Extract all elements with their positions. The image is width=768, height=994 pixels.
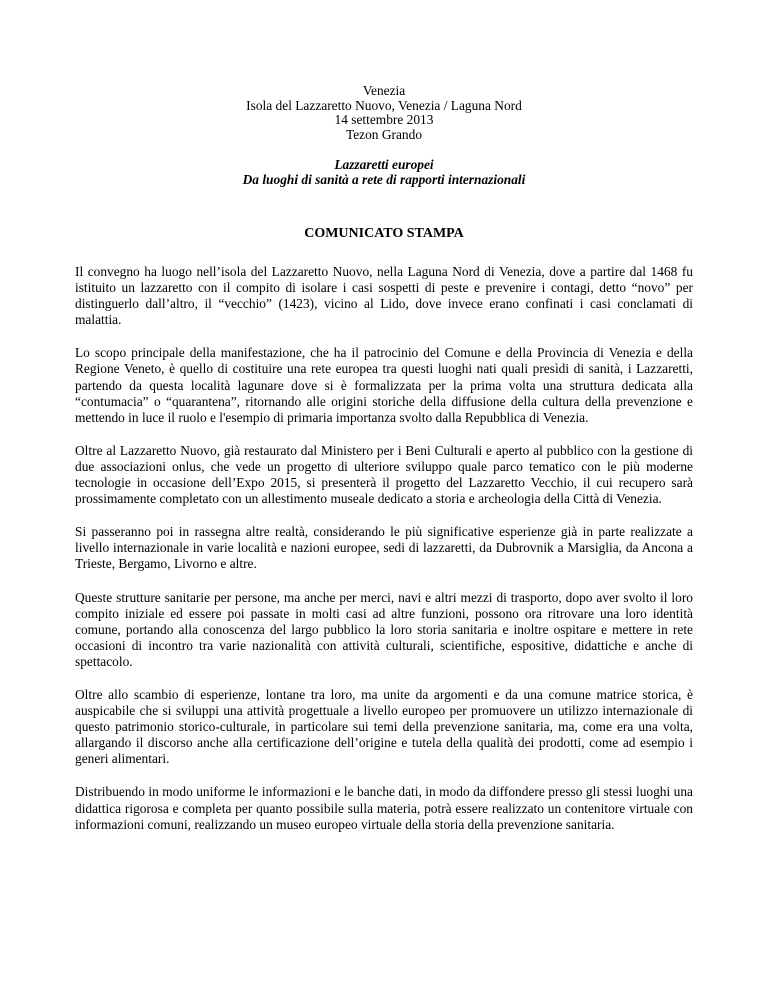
paragraph-4: Si passeranno poi in rassegna altre realtà, considerando le più significative esperienze già in parte realizzate a livello internazionale in varie località e nazioni europee, sedi di lazzaretti, da Dubrovnik a Marsiglia, da Ancona a Trieste, Bergamo, Livorno e altre. — [75, 524, 693, 572]
paragraph-7: Distribuendo in modo uniforme le informazioni e le banche dati, in modo da diffondere presso gli stessi luoghi una didattica rigorosa e completa per quanto possibile sulla materia, potrà essere realizzato un contenitore virtuale con informazioni comuni, realizzando un museo europeo virtuale della storia della prevenzione sanitaria. — [75, 784, 693, 832]
event-subtitle — [0, 158, 768, 187]
paragraph-2: Lo scopo principale della manifestazione, che ha il patrocinio del Comune e della Provincia di Venezia e della Regione Veneto, è quello di costituire una rete europea tra questi luoghi nati quali presìdi di sanità, i Lazzaretti, partendo da questa località lagunare dove si è formalizzata per la prima volta una struttura dedicata alla “contumacia” o “quarantena”, ritornando alle origini storiche della diffusione della cultura della prevenzione e mettendo in luce il ruolo e l'esempio di primaria importanza svolto dalla Repubblica di Venezia. — [75, 345, 693, 425]
event-venue: Tezon Grando — [345, 126, 423, 142]
paragraph-5: Queste strutture sanitarie per persone, ma anche per merci, navi e altri mezzi di trasporto, dopo aver svolto il loro compito iniziale ed essere poi passate in molti casi ad altre funzioni, possono ora ritrovare una loro identità comune, portando alla conoscenza del largo pubblico la loro storia sanitaria e inoltre ospitare e mettere in rete occasioni di incontro tra varie nazionalità con attività culturali, scientifiche, espositive, didattiche e anche di spettacolo. — [75, 589, 693, 669]
paragraph-6: Oltre allo scambio di esperienze, lontane tra loro, ma unite da argomenti e da una comune matrice storica, è auspicabile che si sviluppi una attività progettuale a livello europeo per promuovere un utilizzo internazionale di questo patrimonio storico-culturale, in particolare sui temi della prevenzione sanitaria, ma, come era una volta, allargando il discorso anche alla certificazione dell’origine e tutela della qualità dei prodotti, come ad esempio i generi alimentari. — [75, 686, 693, 767]
subtitle-line-1: Lazzaretti europei — [334, 157, 434, 172]
page-title: COMUNICATO STAMPA — [304, 226, 464, 241]
paragraph-3: Oltre al Lazzaretto Nuovo, già restaurato dal Ministero per i Beni Culturali e aperto al pubblico con la gestione di due associazioni onlus, che vede un progetto di ulteriore sviluppo quale parco tematico con le più moderne tecnologie in occasione dell’Expo 2015, si presenterà il progetto del Lazzaretto Vecchio, il cui recupero sarà prossimamente completato con un allestimento museale dedicato a storia e archeologia della Città di Venezia. — [75, 442, 693, 507]
event-date: 14 settembre 2013 — [334, 112, 434, 127]
event-header — [0, 84, 768, 142]
event-city: Venezia — [362, 83, 406, 98]
press-release-body — [75, 264, 693, 850]
subtitle-line-2: Da luoghi di sanità a rete di rapporti internazionali — [242, 171, 526, 187]
event-place: Isola del Lazzaretto Nuovo, Venezia / Laguna Nord — [246, 97, 522, 113]
paragraph-1: Il convegno ha luogo nell’isola del Lazzaretto Nuovo, nella Laguna Nord di Venezia, dove a partire dal 1468 fu istituito un lazzaretto con il compito di isolare i casi sospetti di peste e prevenire i contagi, detto “novo” per distinguerlo dall’altro, il “vecchio” (1423), vicino al Lido, dove invece erano confinati i casi conclamati di malattia. — [75, 264, 693, 328]
